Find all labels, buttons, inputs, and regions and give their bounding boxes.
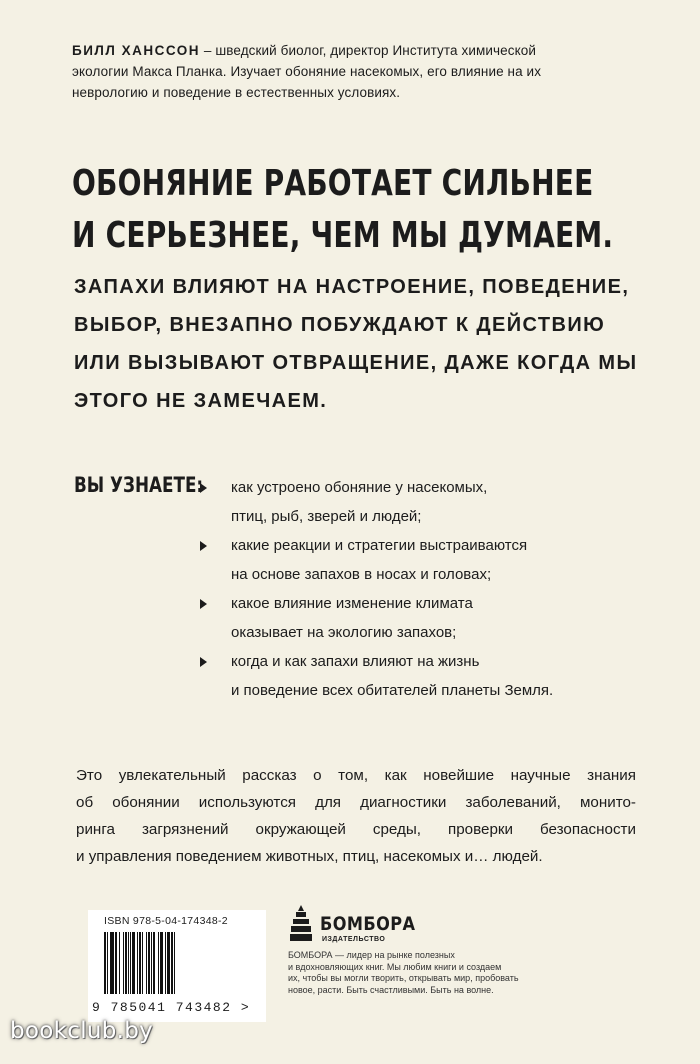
publisher-subtitle: ИЗДАТЕЛЬСТВО xyxy=(322,936,386,943)
list-item xyxy=(200,476,640,534)
author-bio-line: экологии Макса Планка. Изучает обоняние насекомых, его влияние на их xyxy=(72,64,542,79)
barcode-graphic xyxy=(104,932,244,994)
publisher-name: БОМБОРА xyxy=(320,913,416,935)
list-item xyxy=(200,650,640,708)
headline-line: И СЕРЬЕЗНЕЕ, ЧЕМ МЫ ДУМАЕМ. xyxy=(72,215,614,256)
list-item-line: и поведение всех обитателей планеты Земля. xyxy=(231,682,554,699)
lead-line: ЗАПАХИ ВЛИЯЮТ НА НАСТРОЕНИЕ, ПОВЕДЕНИЕ, xyxy=(74,276,630,298)
triangle-bullet-icon xyxy=(200,599,207,609)
triangle-bullet-icon xyxy=(200,483,207,493)
author-bio-line: неврологию и поведение в естественных условиях. xyxy=(72,85,401,100)
barcode-digits: 9 785041 743482 > xyxy=(92,1000,251,1015)
list-item-line: какие реакции и стратегии выстраиваются xyxy=(231,537,528,554)
list-item-line: как устроено обоняние у насекомых, xyxy=(231,479,488,496)
headline-line: ОБОНЯНИЕ РАБОТАЕТ СИЛЬНЕЕ xyxy=(72,163,594,204)
blurb-line: и вдохновляющих книг. Мы любим книги и создаем xyxy=(288,961,502,972)
learn-list xyxy=(200,476,640,708)
blurb-line: новое, расти. Быть счастливыми. Быть на волне. xyxy=(288,984,494,995)
list-item-line: какое влияние изменение климата xyxy=(231,595,473,612)
list-item xyxy=(200,592,640,650)
lead-text xyxy=(74,268,674,420)
triangle-bullet-icon xyxy=(200,541,207,551)
description-paragraph xyxy=(76,762,636,870)
list-item xyxy=(200,534,640,592)
headline xyxy=(72,158,614,262)
list-item-line: оказывает на экологию запахов; xyxy=(231,624,457,641)
author-name: БИЛЛ ХАНССОН xyxy=(72,43,201,58)
paragraph-line: об обонянии используются для диагностики заболеваний, монито- xyxy=(76,794,636,811)
lead-line: ЭТОГО НЕ ЗАМЕЧАЕМ. xyxy=(74,390,328,412)
list-item-line: на основе запахов в носах и головах; xyxy=(231,566,492,583)
list-item-line: птиц, рыб, зверей и людей; xyxy=(231,508,422,525)
lead-line: ИЛИ ВЫЗЫВАЮТ ОТВРАЩЕНИЕ, ДАЖЕ КОГДА МЫ xyxy=(74,352,638,374)
lead-line: ВЫБОР, ВНЕЗАПНО ПОБУЖДАЮТ К ДЕЙСТВИЮ xyxy=(74,314,606,336)
paragraph-line: Это увлекательный рассказ о том, как новейшие научные знания xyxy=(76,767,636,784)
publisher-blurb xyxy=(288,950,563,996)
learn-label: ВЫ УЗНАЕТЕ: xyxy=(74,473,204,497)
watermark-text: bookclub.by xyxy=(10,1018,154,1044)
author-bio-line: – шведский биолог, директор Института химической xyxy=(200,43,536,58)
isbn-text: ISBN 978-5-04-174348-2 xyxy=(104,915,228,927)
author-bio xyxy=(72,40,632,103)
paragraph-line: ринга загрязнений окружающей среды, проверки безопасности xyxy=(76,821,636,838)
paragraph-line: и управления поведением животных, птиц, насекомых и… людей. xyxy=(76,848,543,865)
bombora-logo-icon xyxy=(290,905,312,941)
blurb-line: их, чтобы вы могли творить, открывать мир, пробовать xyxy=(288,973,519,983)
barcode-bar xyxy=(175,932,177,994)
blurb-line: БОМБОРА — лидер на рынке полезных xyxy=(288,950,455,960)
list-item-line: когда и как запахи влияют на жизнь xyxy=(231,653,480,670)
triangle-bullet-icon xyxy=(200,657,207,667)
